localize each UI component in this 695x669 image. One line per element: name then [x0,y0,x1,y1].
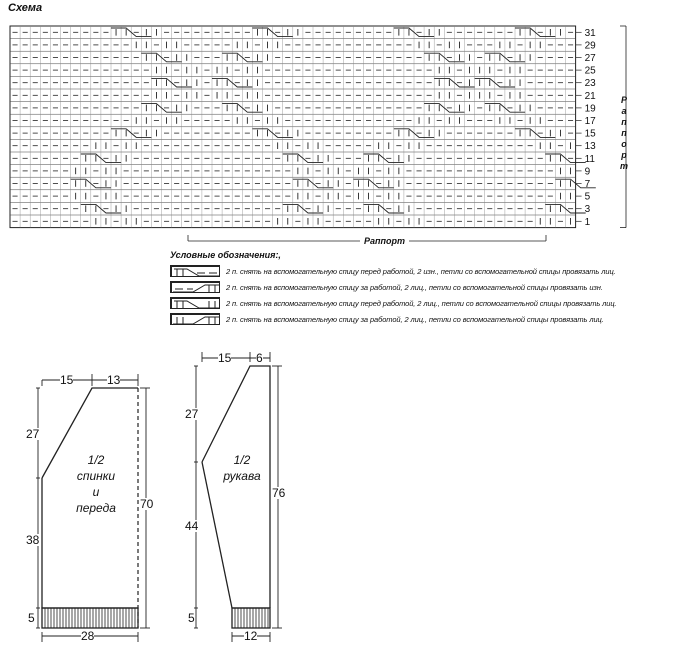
rapport-horizontal-label: Раппорт [360,236,409,246]
row-number: 25 [584,65,596,77]
rapport-letter: Р [620,95,627,105]
legend-text: 2 п. снять на вспомогательную спицу перед работой, 2 лиц., петли со вспомогательной спицы провязать лиц. [226,298,617,308]
row-number: 9 [584,166,591,178]
sleeve-dim-upper: 27 [185,407,199,421]
rapport-letter: о [621,139,627,149]
sleeve-dim-top-left: 15 [218,351,232,365]
legend-title: Условные обозначения:, [170,250,281,260]
row-number: 31 [584,27,596,39]
piece-label-line: спинки [76,469,116,483]
row-number: 21 [584,90,596,102]
row-number: 23 [584,78,596,90]
sleeve-dim-width: 12 [244,629,258,643]
body-dim-upper: 27 [26,427,40,441]
row-number: 15 [584,128,596,140]
piece-label-line: 1/2 [233,453,251,467]
legend-text: 2 п. снять на вспомогательную спицу за работой, 2 лиц., петли со вспомогательной спицы провязать изн. [226,282,603,292]
rapport-letter: а [621,106,627,116]
row-number: 13 [584,141,596,153]
body-dim-height: 70 [140,497,154,511]
row-number: 29 [584,40,596,52]
rapport-letter: п [621,117,627,127]
body-dim-rib: 5 [28,611,35,625]
row-number: 3 [584,204,591,216]
rapport-letter: т [619,161,628,171]
piece-label-line: переда [76,501,116,515]
body-dim-top-right: 13 [107,373,121,387]
row-number: 1 [584,216,591,228]
legend-text: 2 п. снять на вспомогательную спицу за работой, 2 лиц., петли со вспомогательной спицы провязать лиц. [226,314,604,324]
row-number: 11 [584,153,595,165]
row-number: 7 [584,179,591,190]
row-number: 17 [584,116,596,127]
sleeve-dim-height: 76 [272,486,286,500]
row-number: 19 [584,103,596,115]
sleeve-dim-top-right: 6 [256,351,263,365]
body-dim-width: 28 [81,629,95,643]
sleeve-dimension-lines [194,352,282,642]
piece-label-line: рукава [223,469,261,483]
legend-text: 2 п. снять на вспомогательную спицу перед работой, 2 изн., петли со вспомогательной спицы провязать лиц. [226,266,616,276]
sleeve-ribbing [235,608,268,628]
body-ribbing [45,608,135,628]
piece-label-line: и [92,485,100,499]
body-piece-label [68,452,124,516]
rapport-letter: п [621,128,627,138]
body-dim-top-left: 15 [60,373,74,387]
body-dim-lower: 38 [26,533,40,547]
piece-label-line: 1/2 [87,453,105,467]
row-number: 5 [584,191,591,203]
sleeve-piece-label [214,452,270,484]
rapport-letter: р [621,150,627,160]
sleeve-piece-outline [202,366,270,628]
sleeve-dim-lower: 44 [185,519,199,533]
chart-title: Схема [8,2,43,14]
sleeve-dim-rib: 5 [188,611,195,625]
row-number: 27 [584,53,596,64]
